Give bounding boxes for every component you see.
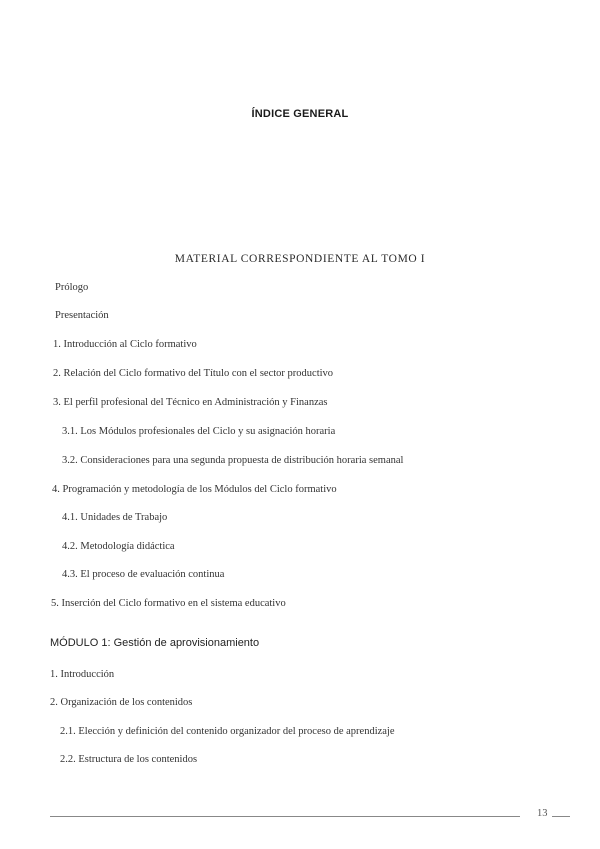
toc-item-3-2: 3.2. Consideraciones para una segunda propuesta de distribución horaria semanal (62, 455, 404, 466)
page-number: 13 (537, 808, 548, 819)
toc-item-3-1: 3.1. Los Módulos profesionales del Ciclo y su asignación horaria (62, 426, 336, 437)
toc-item-prologo: Prólogo (55, 282, 89, 293)
toc-item-4-3: 4.3. El proceso de evaluación continua (62, 569, 225, 580)
footer-rule-right (552, 816, 570, 817)
toc-item-4-2: 4.2. Metodología didáctica (62, 541, 175, 552)
page-title: ÍNDICE GENERAL (251, 108, 349, 120)
toc-item-presentacion: Presentación (55, 310, 109, 321)
module-item-2-2: 2.2. Estructura de los contenidos (60, 754, 198, 765)
toc-item-5: 5. Inserción del Ciclo formativo en el sistema educativo (51, 598, 286, 609)
toc-item-1: 1. Introducción al Ciclo formativo (53, 339, 197, 350)
module-item-1: 1. Introducción (50, 669, 115, 680)
toc-item-2: 2. Relación del Ciclo formativo del Título con el sector productivo (53, 368, 334, 379)
toc-item-3: 3. El perfil profesional del Técnico en Administración y Finanzas (53, 397, 328, 408)
toc-item-4: 4. Programación y metodología de los Módulos del Ciclo formativo (52, 484, 337, 495)
section-title: MATERIAL CORRESPONDIENTE AL TOMO I (174, 253, 426, 265)
footer-rule (50, 816, 520, 817)
module-item-2-1: 2.1. Elección y definición del contenido organizador del proceso de aprendizaje (60, 726, 395, 737)
toc-item-4-1: 4.1. Unidades de Trabajo (62, 512, 168, 523)
module-item-2: 2. Organización de los contenidos (50, 697, 193, 708)
module-title: MÓDULO 1: Gestión de aprovisionamiento (50, 637, 260, 649)
